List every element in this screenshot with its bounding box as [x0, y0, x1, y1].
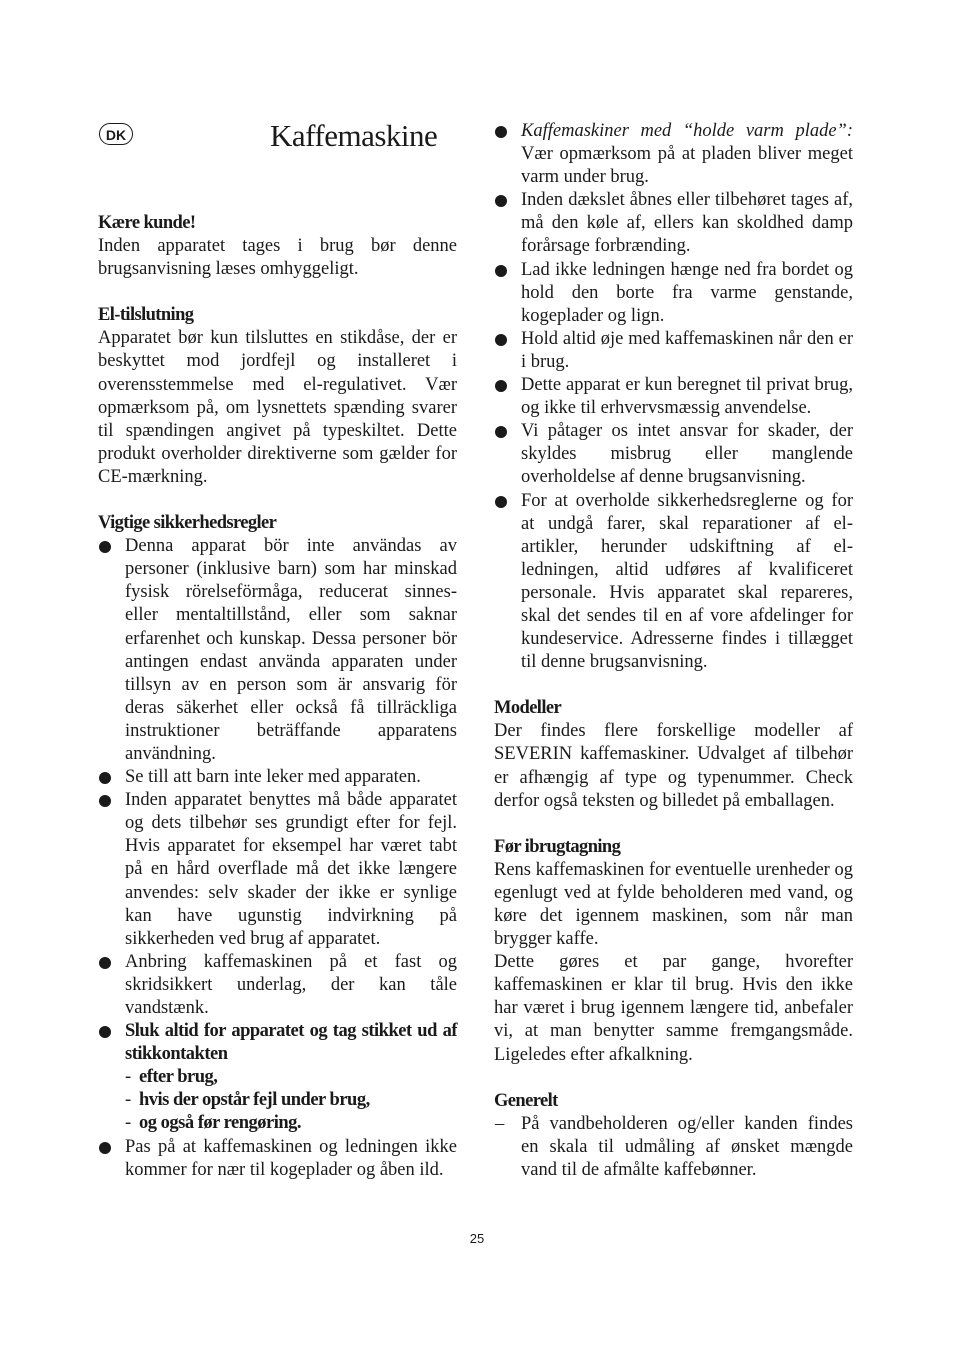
bullet-text: Vi påtager os intet ansvar for skader, der skyldes misbrug eller manglende overholdelse af denne brugsanvisning.: [521, 421, 853, 488]
page-title: Kaffemaskine: [270, 118, 438, 153]
list-item: [494, 328, 853, 374]
bullet-text: Dette apparat er kun beregnet til privat brug, og ikke til erhvervsmæssig anvendelse.: [521, 375, 853, 419]
right-column: [494, 120, 853, 1182]
list-item: [98, 789, 457, 951]
greeting-heading: Kære kunde!: [98, 213, 196, 233]
el-heading: El-tilslutning: [98, 305, 194, 326]
list-item: [98, 1136, 457, 1182]
safety-list-continued: [494, 120, 853, 674]
bullet-text: Inden dækslet åbnes eller tilbehøret tages af, må den køle af, ellers kan skoldhed damp forårsage forbrænding.: [521, 190, 853, 257]
bullet-text: Inden apparatet benyttes må både apparatet og dets tilbehør ses grundigt efter for fejl. Hvis apparatet for eksempel har været tabt på en hård overflade må det ikke længere anvendes: selv skader der ikke er synlige kan have ugunstig indvirkning på sikkerheden ved brug af apparatet.: [125, 790, 457, 949]
list-item: [98, 766, 457, 789]
left-column: [98, 112, 457, 1182]
dash-mark: –: [495, 1113, 505, 1134]
bullet-icon: [495, 334, 507, 346]
bullet-icon: [99, 957, 111, 969]
list-item: [494, 1113, 853, 1182]
sub-item-text: hvis der opstår fejl under brug,: [139, 1090, 370, 1111]
list-item-text: På vandbeholderen og/eller kanden findes en skala til udmåling af ønsket mængde vand til de afmålte kaffebønner.: [521, 1113, 853, 1180]
bullet-text: For at overholde sikkerhedsreglerne og for at undgå farer, skal reparationer af el-artikler, herunder udskiftning af el-ledningen, altid udføres af kvalificeret personale. Hvis apparatet skal repareres, skal det sendes til en af vore afdelinger for kundeservice. Adresserne findes i tillægget til denne brugsanvisning.: [521, 490, 853, 673]
sub-item-text: efter brug,: [139, 1067, 218, 1088]
el-text: Apparatet bør kun tilsluttes en stikdåse, der er beskyttet mod jordfejl og installeret i overensstemmelse med el-regulativet. Vær opmærksom på, om lysnettets spænding svarer til spændingen angivet på typeskiltet. Dette produkt overholder direktiverne som gælder for CE-mærkning.: [98, 328, 457, 487]
bullet-icon: [495, 380, 507, 392]
general-list: [494, 1113, 853, 1182]
first-use-heading: Før ibrugtagning: [494, 836, 621, 857]
list-item: [98, 535, 457, 766]
bullet-italic-text: Kaffemaskiner med “holde varm plade”:: [521, 121, 853, 141]
sub-item: - hvis der opstår fejl under brug,: [125, 1090, 370, 1111]
bullet-icon: [495, 195, 507, 207]
bullet-text: Se till att barn inte leker med apparaten.: [125, 767, 421, 788]
bullet-icon: [495, 426, 507, 438]
bullet-text: Lad ikke ledningen hænge ned fra bordet og hold den borte fra varme genstande, kogeplader og lign.: [521, 259, 853, 326]
list-item: [494, 259, 853, 328]
bullet-text: Pas på at kaffemaskinen og ledningen ikke kommer for nær til kogeplader og åben ild.: [125, 1136, 457, 1180]
list-item: [98, 1020, 457, 1135]
bullet-icon: [99, 1026, 111, 1038]
first-use-text: Rens kaffemaskinen for eventuelle urenheder og egenlugt ved at fylde beholderen med vand, og køre det igennem maskinen, som når man brygger kaffe.: [494, 859, 853, 950]
list-item: [494, 374, 853, 420]
first-use-text-2: Dette gøres et par gange, hvorefter kaffemaskinen er klar til brug. Hvis den ikke har været i brug igennem længere tid, anbefaler vi, at man benytter samme fremgangsmåde. Ligeledes efter afkalkning.: [494, 952, 853, 1065]
page-number: 25: [469, 1231, 485, 1246]
sub-item: - og også før rengøring.: [125, 1113, 302, 1134]
bullet-icon: [99, 1142, 111, 1154]
sub-item: - efter brug,: [125, 1067, 218, 1088]
bullet-icon: [99, 541, 111, 553]
bullet-text: Vær opmærksom på at pladen bliver meget varm under brug.: [521, 144, 853, 188]
list-item: [494, 120, 853, 189]
bullet-text: Anbring kaffemaskinen på et fast og skridsikkert underlag, der kan tåle vandstænk.: [125, 951, 457, 1018]
safety-heading: Vigtige sikkerhedsregler: [98, 513, 277, 534]
bullet-icon: [495, 496, 507, 508]
list-item: [494, 189, 853, 258]
list-item: [494, 490, 853, 675]
country-code-badge: DK: [99, 123, 133, 145]
sub-item-text: og også før rengøring.: [139, 1113, 302, 1134]
general-heading: Generelt: [494, 1090, 558, 1111]
list-item: [98, 951, 457, 1020]
list-item: [494, 420, 853, 489]
bullet-icon: [99, 795, 111, 807]
bullet-icon: [495, 126, 507, 138]
bullet-text: Sluk altid for apparatet og tag stikket ud af stikkontakten: [125, 1021, 457, 1065]
greeting-text: Inden apparatet tages i brug bør denne brugsanvisning læses omhyggeligt.: [98, 236, 457, 280]
bullet-icon: [99, 772, 111, 784]
models-text: Der findes flere forskellige modeller af SEVERIN kaffemaskiner. Udvalget af tilbehør er afhængig af type og typenummer. Check derfor også teksten og billedet på emballagen.: [494, 721, 853, 811]
safety-list: [98, 535, 457, 1182]
bullet-icon: [495, 265, 507, 277]
bullet-text: Denna apparat bör inte användas av personer (inklusive barn) som har minskad fysisk rörelseförmåga, reducerat sinnes- eller mentaltillstånd, eller som saknar erfarenhet och kunskap. Dessa personer bör antingen endast använda apparaten under tillsyn av en person som är ansvarig för deras säkerhet eller också få tillräckliga instruktioner beträffande apparatens användning.: [125, 536, 457, 764]
bullet-text: Hold altid øje med kaffemaskinen når den er i brug.: [521, 328, 853, 372]
models-heading: Modeller: [494, 698, 562, 719]
